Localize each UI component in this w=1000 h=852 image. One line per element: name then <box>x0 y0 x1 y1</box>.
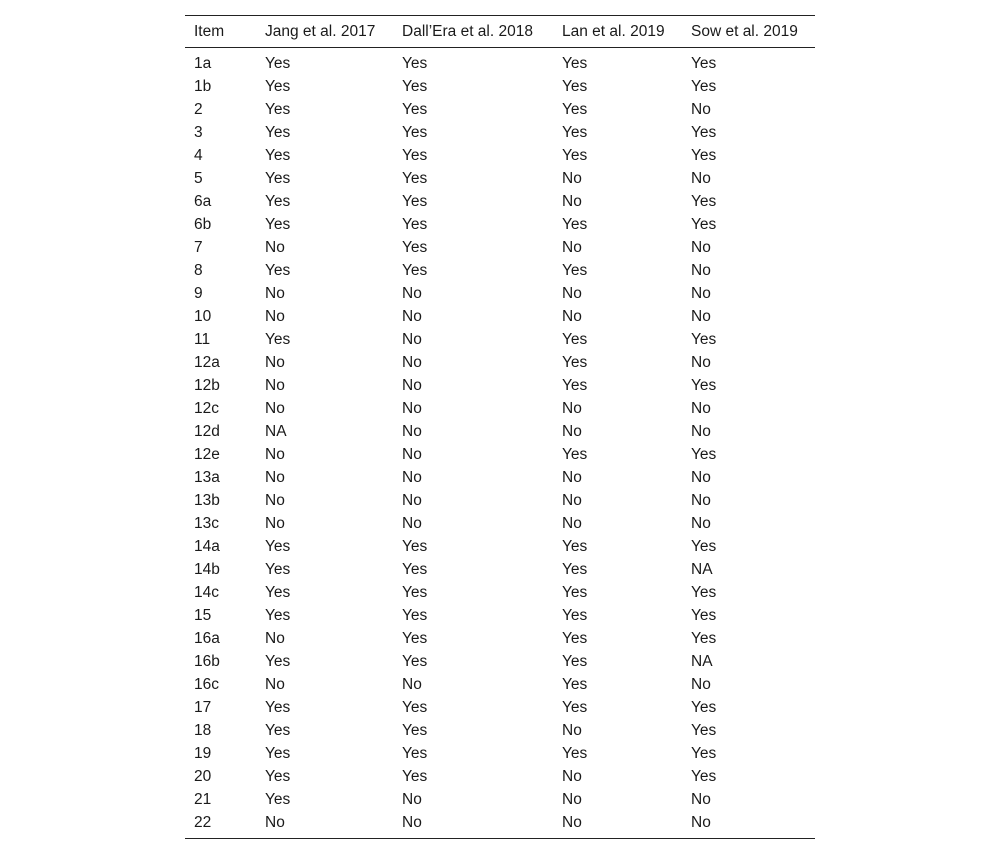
value-cell: No <box>562 193 582 210</box>
value-cell: Yes <box>691 768 717 785</box>
value-cell: Yes <box>402 584 428 601</box>
value-cell: Yes <box>562 354 588 371</box>
item-cell: 20 <box>194 768 212 785</box>
bottom-rule <box>185 838 815 839</box>
value-cell: Yes <box>265 101 291 118</box>
value-cell: No <box>691 400 711 417</box>
assessment-table-container <box>185 15 815 839</box>
item-cell: 11 <box>194 331 211 348</box>
value-cell: No <box>402 814 422 831</box>
value-cell: Yes <box>562 55 588 72</box>
item-cell: 12a <box>194 354 220 371</box>
table-row <box>185 305 815 328</box>
value-cell: Yes <box>402 239 428 256</box>
value-cell: Yes <box>691 630 717 647</box>
value-cell: No <box>691 676 711 693</box>
value-cell: Yes <box>402 101 428 118</box>
value-cell: Yes <box>691 446 717 463</box>
table-row <box>185 98 815 121</box>
value-cell: Yes <box>691 193 717 210</box>
value-cell: No <box>691 170 711 187</box>
value-cell: No <box>402 791 422 808</box>
value-cell: No <box>562 469 582 486</box>
value-cell: No <box>691 239 711 256</box>
item-cell: 5 <box>194 170 203 187</box>
value-cell: Yes <box>265 699 291 716</box>
value-cell: Yes <box>562 561 588 578</box>
value-cell: Yes <box>402 745 428 762</box>
value-cell: No <box>562 239 582 256</box>
value-cell: No <box>402 492 422 509</box>
value-cell: No <box>265 308 285 325</box>
value-cell: Yes <box>691 78 717 95</box>
table-row <box>185 581 815 604</box>
value-cell: Yes <box>402 561 428 578</box>
item-cell: 15 <box>194 607 212 624</box>
item-cell: 6b <box>194 216 212 233</box>
value-cell: Yes <box>402 653 428 670</box>
value-cell: No <box>691 423 711 440</box>
item-cell: 14b <box>194 561 220 578</box>
value-cell: Yes <box>402 55 428 72</box>
table-row <box>185 535 815 558</box>
table-row <box>185 190 815 213</box>
table-row <box>185 489 815 512</box>
item-cell: 12d <box>194 423 220 440</box>
value-cell: No <box>691 515 711 532</box>
value-cell: Yes <box>562 653 588 670</box>
item-cell: 13b <box>194 492 220 509</box>
value-cell: No <box>265 400 285 417</box>
header-row <box>185 16 815 48</box>
value-cell: Yes <box>691 377 717 394</box>
value-cell: No <box>265 446 285 463</box>
value-cell: No <box>562 285 582 302</box>
table-row <box>185 48 815 76</box>
item-cell: 14a <box>194 538 220 555</box>
table-row <box>185 282 815 305</box>
item-cell: 21 <box>194 791 212 808</box>
value-cell: No <box>402 285 422 302</box>
item-cell: 17 <box>194 699 212 716</box>
value-cell: No <box>562 791 582 808</box>
value-cell: No <box>265 676 285 693</box>
value-cell: No <box>265 377 285 394</box>
value-cell: Yes <box>562 262 588 279</box>
value-cell: No <box>402 515 422 532</box>
value-cell: Yes <box>562 446 588 463</box>
item-cell: 13a <box>194 469 220 486</box>
value-cell: Yes <box>402 193 428 210</box>
value-cell: Yes <box>265 170 291 187</box>
value-cell: Yes <box>402 147 428 164</box>
value-cell: No <box>562 400 582 417</box>
value-cell: Yes <box>265 722 291 739</box>
value-cell: No <box>562 515 582 532</box>
value-cell: No <box>402 331 422 348</box>
value-cell: Yes <box>691 584 717 601</box>
item-cell: 19 <box>194 745 212 762</box>
value-cell: No <box>265 814 285 831</box>
value-cell: No <box>691 285 711 302</box>
value-cell: Yes <box>691 699 717 716</box>
value-cell: Yes <box>562 147 588 164</box>
value-cell: Yes <box>562 630 588 647</box>
value-cell: Yes <box>402 538 428 555</box>
value-cell: NA <box>691 561 713 578</box>
value-cell: No <box>265 285 285 302</box>
table-row <box>185 788 815 811</box>
value-cell: No <box>691 469 711 486</box>
value-cell: Yes <box>402 722 428 739</box>
table-row <box>185 374 815 397</box>
item-cell: 10 <box>194 308 212 325</box>
table-row <box>185 167 815 190</box>
table-row <box>185 121 815 144</box>
value-cell: NA <box>265 423 287 440</box>
value-cell: Yes <box>562 584 588 601</box>
table-row <box>185 328 815 351</box>
table-row <box>185 673 815 696</box>
value-cell: Yes <box>265 768 291 785</box>
value-cell: No <box>265 354 285 371</box>
table-row <box>185 696 815 719</box>
table-row <box>185 236 815 259</box>
header-lan-2019: Lan et al. 2019 <box>562 22 665 40</box>
value-cell: No <box>691 262 711 279</box>
value-cell: Yes <box>265 262 291 279</box>
value-cell: No <box>402 423 422 440</box>
value-cell: Yes <box>562 101 588 118</box>
value-cell: Yes <box>402 607 428 624</box>
value-cell: No <box>265 469 285 486</box>
table-body <box>185 48 815 835</box>
value-cell: Yes <box>265 216 291 233</box>
value-cell: NA <box>691 653 713 670</box>
value-cell: Yes <box>265 538 291 555</box>
table-row <box>185 650 815 673</box>
item-cell: 1a <box>194 55 212 72</box>
table-row <box>185 558 815 581</box>
value-cell: Yes <box>402 78 428 95</box>
table-row <box>185 213 815 236</box>
value-cell: Yes <box>402 170 428 187</box>
value-cell: Yes <box>691 538 717 555</box>
value-cell: No <box>562 814 582 831</box>
value-cell: Yes <box>265 78 291 95</box>
item-cell: 4 <box>194 147 203 164</box>
item-cell: 7 <box>194 239 203 256</box>
value-cell: Yes <box>691 216 717 233</box>
item-cell: 12e <box>194 446 220 463</box>
value-cell: No <box>691 308 711 325</box>
table-row <box>185 351 815 374</box>
value-cell: Yes <box>691 607 717 624</box>
item-cell: 13c <box>194 515 219 532</box>
value-cell: Yes <box>265 584 291 601</box>
value-cell: Yes <box>402 699 428 716</box>
value-cell: Yes <box>691 124 717 141</box>
table-row <box>185 512 815 535</box>
value-cell: Yes <box>265 745 291 762</box>
item-cell: 6a <box>194 193 212 210</box>
value-cell: No <box>562 768 582 785</box>
header-item: Item <box>194 22 225 40</box>
value-cell: No <box>265 492 285 509</box>
item-cell: 16a <box>194 630 220 647</box>
value-cell: Yes <box>562 377 588 394</box>
value-cell: No <box>402 400 422 417</box>
value-cell: Yes <box>691 745 717 762</box>
value-cell: No <box>265 630 285 647</box>
item-cell: 1b <box>194 78 212 95</box>
value-cell: Yes <box>691 55 717 72</box>
value-cell: Yes <box>562 676 588 693</box>
value-cell: Yes <box>402 768 428 785</box>
item-cell: 16b <box>194 653 220 670</box>
value-cell: Yes <box>265 607 291 624</box>
value-cell: Yes <box>562 607 588 624</box>
item-cell: 2 <box>194 101 203 118</box>
value-cell: No <box>691 354 711 371</box>
item-cell: 12c <box>194 400 219 417</box>
value-cell: Yes <box>265 193 291 210</box>
value-cell: Yes <box>265 653 291 670</box>
table-row <box>185 719 815 742</box>
value-cell: Yes <box>691 722 717 739</box>
value-cell: Yes <box>562 699 588 716</box>
item-cell: 8 <box>194 262 203 279</box>
table-row <box>185 443 815 466</box>
header-sow-2019: Sow et al. 2019 <box>691 22 798 40</box>
table-row <box>185 627 815 650</box>
value-cell: No <box>562 170 582 187</box>
table-row <box>185 466 815 489</box>
value-cell: Yes <box>265 55 291 72</box>
value-cell: No <box>691 791 711 808</box>
value-cell: Yes <box>562 216 588 233</box>
value-cell: Yes <box>402 630 428 647</box>
value-cell: No <box>691 492 711 509</box>
value-cell: No <box>691 814 711 831</box>
table-row <box>185 742 815 765</box>
value-cell: No <box>402 469 422 486</box>
item-cell: 22 <box>194 814 212 831</box>
table-row <box>185 259 815 282</box>
item-cell: 9 <box>194 285 203 302</box>
value-cell: Yes <box>265 561 291 578</box>
value-cell: No <box>562 492 582 509</box>
value-cell: Yes <box>691 147 717 164</box>
value-cell: Yes <box>265 791 291 808</box>
table-header <box>185 16 815 48</box>
item-cell: 3 <box>194 124 203 141</box>
value-cell: Yes <box>265 147 291 164</box>
value-cell: No <box>402 676 422 693</box>
header-jang-2017: Jang et al. 2017 <box>265 22 376 40</box>
value-cell: Yes <box>691 331 717 348</box>
value-cell: No <box>402 446 422 463</box>
value-cell: No <box>402 377 422 394</box>
item-cell: 18 <box>194 722 212 739</box>
value-cell: No <box>562 722 582 739</box>
table-row <box>185 75 815 98</box>
value-cell: Yes <box>562 745 588 762</box>
table-row <box>185 397 815 420</box>
table-row <box>185 765 815 788</box>
value-cell: Yes <box>402 124 428 141</box>
value-cell: No <box>562 423 582 440</box>
assessment-table <box>185 15 815 834</box>
value-cell: Yes <box>402 262 428 279</box>
value-cell: Yes <box>265 331 291 348</box>
value-cell: No <box>402 354 422 371</box>
item-cell: 14c <box>194 584 219 601</box>
table-row <box>185 811 815 834</box>
value-cell: Yes <box>265 124 291 141</box>
value-cell: No <box>402 308 422 325</box>
value-cell: Yes <box>402 216 428 233</box>
value-cell: No <box>265 239 285 256</box>
table-row <box>185 604 815 627</box>
header-dallera-2018: Dall’Era et al. 2018 <box>402 22 533 40</box>
value-cell: Yes <box>562 538 588 555</box>
table-row <box>185 420 815 443</box>
item-cell: 12b <box>194 377 220 394</box>
table-row <box>185 144 815 167</box>
value-cell: Yes <box>562 331 588 348</box>
value-cell: No <box>265 515 285 532</box>
value-cell: No <box>562 308 582 325</box>
value-cell: Yes <box>562 78 588 95</box>
item-cell: 16c <box>194 676 219 693</box>
value-cell: No <box>691 101 711 118</box>
value-cell: Yes <box>562 124 588 141</box>
